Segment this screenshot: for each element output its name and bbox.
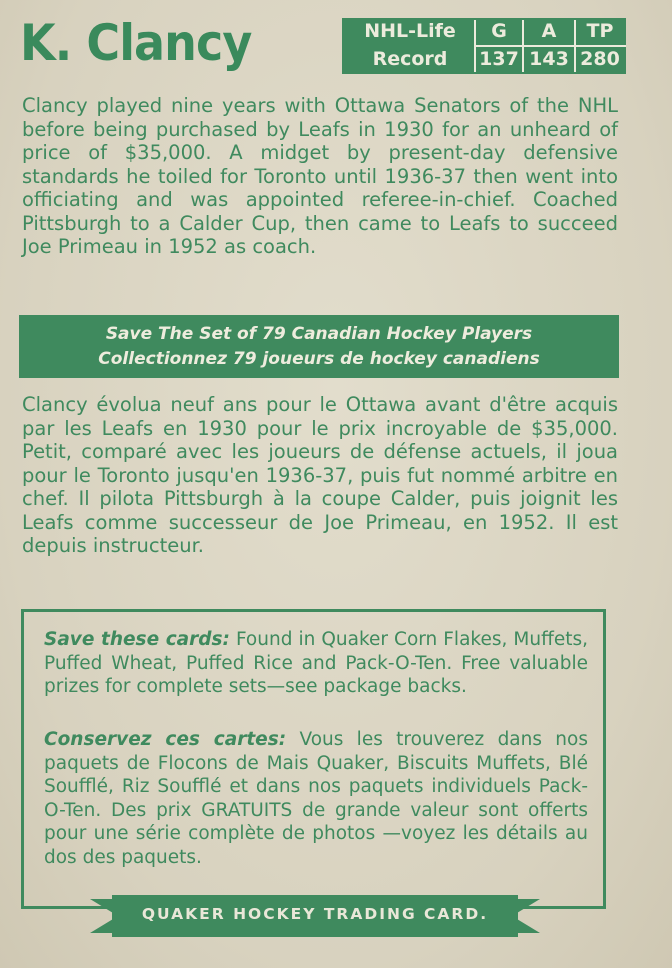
record-value-assists: 143 bbox=[529, 48, 569, 70]
offer-french-heading: Conservez ces cartes: bbox=[44, 729, 287, 750]
footer-ribbon bbox=[90, 893, 540, 939]
record-label-line2: Record bbox=[372, 48, 448, 70]
biography-english: Clancy played nine years with Ottawa Senators of the NHL before being purchased by Leafs in 1930 for an unheard of price of $35,000. A midget by present-day defensive standards he toiled for Toronto until 1936-37 then went into officiating and was appointed referee-in-chief. Coached Pittsburgh to a Calder Cup, then came to Leafs to succeed Joe Primeau in 1952 as coach. bbox=[22, 94, 618, 258]
footer-ribbon-text: QUAKER HOCKEY TRADING CARD. bbox=[141, 905, 489, 923]
record-value-total-points: 280 bbox=[580, 48, 620, 70]
record-column-rule bbox=[474, 20, 476, 72]
record-header-assists: A bbox=[541, 20, 557, 42]
save-the-set-banner bbox=[19, 315, 619, 378]
banner-line-english: Save The Set of 79 Canadian Hockey Players bbox=[105, 324, 533, 344]
record-column-rule bbox=[574, 20, 576, 72]
record-label-line1: NHL-Life bbox=[364, 20, 456, 42]
player-name: K. Clancy bbox=[20, 14, 252, 72]
record-header-goals: G bbox=[491, 20, 507, 42]
record-header-row bbox=[342, 18, 626, 46]
record-column-rule bbox=[522, 20, 524, 72]
record-value-goals: 137 bbox=[479, 48, 519, 70]
record-value-row bbox=[342, 46, 626, 74]
offer-english bbox=[44, 628, 588, 699]
nhl-life-record-table bbox=[342, 18, 626, 74]
banner-line-french: Collectionnez 79 joueurs de hockey canadiens bbox=[98, 349, 540, 369]
offer-english-body: Found in Quaker Corn Flakes, Muffets, Puffed Wheat, Puffed Rice and Pack-O-Ten. Free valuable prizes for complete sets—see package backs. bbox=[44, 629, 588, 697]
offer-french bbox=[44, 728, 588, 869]
collect-cards-offer-box bbox=[21, 609, 606, 909]
offer-french-body: Vous les trouverez dans nos paquets de Flocons de Mais Quaker, Biscuits Muffets, Blé Soufflé, Riz Soufflé et dans nos paquets individuels Pack-O-Ten. Des prix GRATUITS de grande valeur sont offerts pour une série complète de photos —voyez les détails au dos des paquets. bbox=[44, 729, 588, 868]
record-header-total-points: TP bbox=[586, 20, 614, 42]
offer-english-heading: Save these cards: bbox=[44, 629, 230, 650]
biography-french: Clancy évolua neuf ans pour le Ottawa avant d'être acquis par les Leafs en 1930 pour le prix incroyable de $35,000. Petit, comparé avec les joueurs de défense actuels, il joua pour le Toronto jusqu'en 1936-37, puis fut nommé arbitre en chef. Il pilota Pittsburgh à la coupe Calder, puis joignit les Leafs comme successeur de Joe Primeau, en 1952. Il est depuis instructeur. bbox=[22, 393, 618, 557]
